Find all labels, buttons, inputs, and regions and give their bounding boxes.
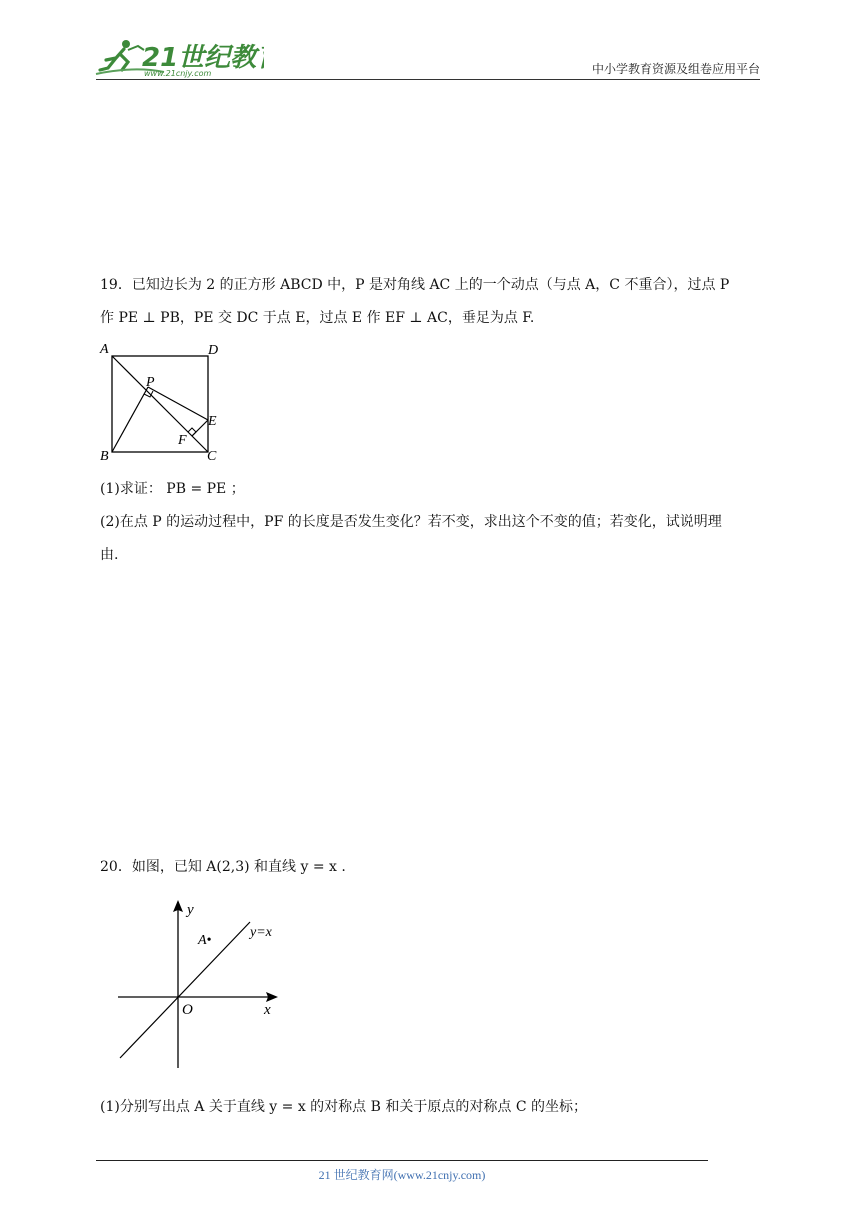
line-label: y=x [250, 925, 272, 940]
header-divider [96, 79, 760, 80]
q19-text-line2: 作 PE ⊥ PB，PE 交 DC 于点 E，过点 E 作 EF ⊥ AC，垂足为点 F. [100, 310, 535, 326]
q19-line1 [100, 268, 729, 302]
q20-number: 20． [100, 859, 132, 875]
label-D: D [208, 343, 219, 358]
label-C: C [207, 449, 217, 464]
q19-part2-line1: (2)在点 P 的运动过程中，PF 的长度是否发生变化？若不变，求出这个不变的值；若变化，试说明理 [100, 514, 722, 530]
origin-label: O [182, 1002, 193, 1018]
header-platform-text: 中小学教育资源及组卷应用平台 [591, 62, 760, 76]
footer-divider [96, 1160, 708, 1161]
logo-url-text: www.21cnjy.com [144, 69, 212, 78]
q19-number: 19． [100, 277, 132, 293]
y-axis-label: y [187, 902, 194, 918]
site-logo [94, 36, 264, 80]
label-B: B [100, 449, 109, 464]
q20-line1 [100, 850, 346, 884]
q19-text-line1: 已知边长为 2 的正方形 ABCD 中，P 是对角线 AC 上的一个动点（与点 A，C 不重合），过点 P [131, 277, 730, 293]
x-axis-label: x [264, 1002, 271, 1018]
q19-part2-line2: 由. [100, 547, 119, 563]
label-A: A [100, 342, 109, 357]
label-P: P [146, 375, 155, 390]
q19-part1: (1)求证： PB = PE ； [100, 481, 245, 497]
footer-site-text: 21 世纪教育网(www.21cnjy.com) [318, 1168, 486, 1182]
q20-coordinate-figure [110, 892, 290, 1068]
logo-text: 21世纪教 [142, 43, 257, 73]
q19-square-figure [96, 340, 226, 464]
point-A-label: A• [198, 933, 212, 948]
q20-text-line1: 如图，已知 A(2,3) 和直线 y = x . [131, 859, 346, 875]
q20-part1: (1)分别写出点 A 关于直线 y = x 的对称点 B 和关于原点的对称点 C 的坐标； [100, 1099, 587, 1115]
label-E: E [208, 414, 217, 429]
label-F: F [178, 433, 187, 448]
